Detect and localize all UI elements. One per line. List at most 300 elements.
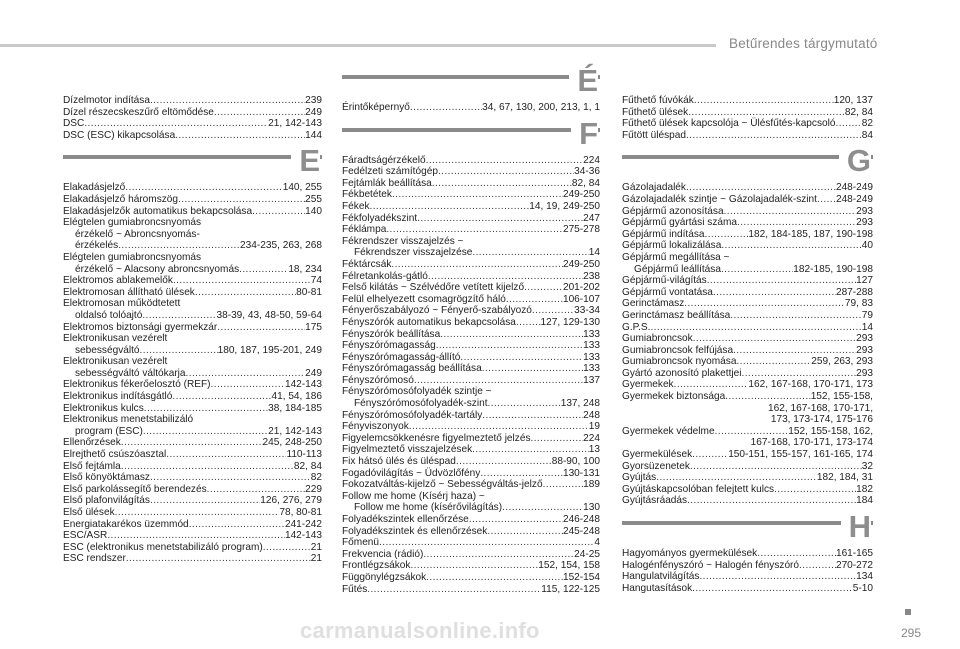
index-entry <box>342 213 600 225</box>
section-header-h <box>622 507 873 548</box>
page-reference: 5-10 <box>852 582 873 594</box>
page-reference: 14 <box>588 247 600 259</box>
index-entry <box>622 426 873 438</box>
page-reference: 245, 248-250 <box>262 437 322 449</box>
dot-leader <box>140 345 218 357</box>
index-term: Energiatakarékos üzemmód <box>63 518 189 530</box>
index-entry <box>342 317 600 329</box>
index-term: Elakadásjelzők automatikus bekapcsolása <box>63 205 253 217</box>
page-reference: 82, 84 <box>571 177 600 189</box>
index-entry <box>342 549 600 561</box>
index-term: Fényszórómosófolyadék-szint <box>354 398 488 410</box>
index-term: Gépjármű vontatása <box>622 286 713 298</box>
index-term: Fáradtságérzékelő <box>342 154 426 166</box>
index-term: Elakadásjelző <box>63 182 126 194</box>
dot-leader <box>694 95 834 107</box>
dot-leader <box>166 449 286 461</box>
index-entry-line: Elektromosan működtetett <box>63 298 181 310</box>
index-term: Elektronikus fékerőelosztó (REF) <box>63 379 211 391</box>
index-entry <box>622 287 873 299</box>
index-entry-line: 167-168, 170-171, 173-174 <box>750 437 873 449</box>
dot-leader <box>432 178 572 190</box>
page-reference: 152-154 <box>562 571 600 583</box>
index-term: Gyermekülések <box>622 449 693 461</box>
index-term: Fűthető ülések kapcsolója ~ Ülésfűtés-kapcsoló <box>622 118 836 130</box>
index-entry <box>63 379 322 391</box>
page-reference: 239 <box>305 95 322 106</box>
index-entry <box>63 107 322 119</box>
index-entry <box>63 426 322 438</box>
index-term: Dízel részecskeszűrő eltömődése <box>63 106 214 118</box>
entries-e <box>63 182 322 565</box>
page-reference: 79, 83 <box>844 298 873 310</box>
index-term: érzékelő ~ Alacsony abroncsnyomás <box>75 263 240 275</box>
dot-leader <box>836 118 862 130</box>
dot-leader <box>211 379 285 391</box>
page-reference: 249-250 <box>562 258 600 270</box>
page-reference: 241-242 <box>284 518 322 530</box>
dot-leader <box>693 333 856 345</box>
dot-leader <box>217 322 305 334</box>
page-reference: 134 <box>856 571 873 583</box>
dot-leader <box>428 271 583 283</box>
page-reference: 152, 155-158, 162, <box>788 425 873 437</box>
index-term: ESC/ASR <box>63 530 108 542</box>
index-entry <box>342 178 600 190</box>
index-entry <box>622 560 873 572</box>
section-header-f <box>342 114 600 155</box>
index-entry <box>622 107 873 119</box>
index-term: Frontlégzsákok <box>342 560 411 572</box>
index-entry <box>622 229 873 241</box>
index-entry <box>622 484 873 496</box>
page-reference: 182, 184, 31 <box>816 472 873 484</box>
index-term: Elektronikus indításgátló <box>63 391 173 403</box>
dot-leader <box>410 102 482 114</box>
index-entry <box>342 363 600 375</box>
dot-leader <box>480 468 563 480</box>
page-reference: 21, 142-143 <box>268 425 322 437</box>
page-reference: 249 <box>305 106 322 118</box>
index-term: Elektromos ablakemelők <box>63 275 173 287</box>
page-reference: 82, 84 <box>293 460 322 472</box>
index-entry <box>342 224 600 236</box>
index-term: Fényszórók beállítása <box>342 328 441 340</box>
page-reference: 152, 155-158, <box>810 391 873 403</box>
index-term: Gépjármű leállítása <box>634 263 721 275</box>
index-term: Első fejtámla <box>63 460 121 472</box>
index-entry <box>622 130 873 142</box>
index-term: Fékfolyadékszint <box>342 212 418 224</box>
dot-leader <box>688 107 845 119</box>
index-entry <box>622 275 873 287</box>
page-reference: 4 <box>594 537 600 549</box>
index-term: Folyadékszintek ellenőrzése <box>342 514 469 525</box>
index-term: Gumiabroncsok felfújása <box>622 344 734 356</box>
dot-leader <box>392 189 563 201</box>
entries-f <box>342 155 600 596</box>
dot-leader <box>656 472 817 484</box>
index-entry <box>622 240 873 252</box>
index-entry-line: Elektronikusan vezérelt <box>63 333 168 345</box>
page-reference: 150-151, 155-157, 161-165, 174 <box>728 449 873 461</box>
dot-leader <box>690 461 862 473</box>
index-entry <box>342 189 600 201</box>
dot-leader <box>370 201 530 213</box>
index-term: Gerinctámasz <box>622 298 685 310</box>
dot-leader <box>799 560 836 572</box>
dot-leader <box>472 444 589 456</box>
dot-leader <box>150 95 305 107</box>
index-entry <box>342 444 600 456</box>
dot-leader <box>506 294 563 306</box>
dot-leader <box>757 548 836 560</box>
index-entry <box>622 379 873 391</box>
page-reference: 33-34 <box>574 305 600 317</box>
index-entry <box>622 548 873 560</box>
dot-leader <box>379 537 594 549</box>
page-reference: 248-249 <box>835 193 873 205</box>
index-entry <box>63 240 322 252</box>
dot-leader <box>367 584 541 596</box>
index-term: Féktárcsák <box>342 258 392 270</box>
index-term: Ellenőrzések <box>63 437 121 449</box>
page-reference: 80-81 <box>296 286 322 298</box>
index-entry <box>622 368 873 380</box>
page-reference: 40 <box>861 240 873 252</box>
page-reference: 127, 129-130 <box>540 316 600 328</box>
index-entry <box>342 572 600 584</box>
dot-leader <box>704 229 748 241</box>
index-entry <box>622 95 873 107</box>
dot-leader <box>252 206 305 218</box>
index-entry-line: Fékrendszer visszajelzés ~ <box>342 235 464 247</box>
dot-leader <box>774 484 856 496</box>
index-entry-line: Gépjármű megállítása ~ <box>622 251 730 263</box>
dot-leader <box>543 479 584 491</box>
dot-leader <box>531 433 584 445</box>
page-reference: 247 <box>583 212 600 224</box>
index-term: Gerinctámasz beállítása <box>622 309 731 321</box>
page-reference: 82, 84 <box>844 106 873 118</box>
dot-leader <box>126 553 311 565</box>
index-entry <box>63 194 322 206</box>
index-entry <box>63 437 322 449</box>
dot-leader <box>487 526 563 538</box>
index-entry <box>63 130 322 142</box>
page-reference: 255 <box>305 193 322 205</box>
index-entry <box>622 206 873 218</box>
dot-leader <box>725 391 810 403</box>
dot-leader <box>121 437 263 449</box>
index-term: Fényviszonyok <box>342 421 409 433</box>
index-entry <box>622 449 873 461</box>
index-entry <box>342 433 600 445</box>
page-reference: 130 <box>583 502 600 514</box>
page-reference: 79 <box>861 309 873 321</box>
index-term: Fűtött üléspad <box>622 129 686 141</box>
page-reference: 137 <box>583 374 600 386</box>
dot-leader <box>713 287 836 299</box>
index-term: Féklámpa <box>342 224 387 236</box>
index-term: Gépjármű indítása <box>622 228 705 240</box>
index-entry <box>342 282 600 294</box>
page-number: 295 <box>901 626 922 640</box>
page-reference: 293 <box>856 217 873 229</box>
entries-e-acute <box>342 102 600 114</box>
dot-leader <box>239 264 288 276</box>
page-reference: 38-39, 43, 48-50, 59-64 <box>216 309 322 321</box>
dot-leader <box>189 519 285 531</box>
index-entry-line: Fényszórómosófolyadék szintje ~ <box>342 386 492 398</box>
index-term: Félretankolás-gátló <box>342 270 428 282</box>
dot-leader <box>173 275 311 287</box>
page-reference: 38, 184-185 <box>268 402 322 414</box>
index-entry <box>342 271 600 283</box>
index-entry <box>63 391 322 403</box>
page-reference: 120, 137 <box>833 95 873 106</box>
page-reference: 182 <box>856 483 873 495</box>
index-term: Fix hátsó ülés és üléspad <box>342 456 456 468</box>
index-entry <box>63 264 322 276</box>
index-entry <box>342 560 600 572</box>
index-term: Fokozatváltás-kijelző ~ Sebességváltás-jelző <box>342 479 543 491</box>
index-entry-line: Elektronikusan vezérelt <box>63 356 168 368</box>
index-entry-line: 162, 167-168, 170-171, <box>768 402 873 414</box>
dot-leader <box>107 530 285 542</box>
page-reference: 140, 255 <box>282 182 322 194</box>
index-entry <box>342 421 600 433</box>
dot-leader <box>456 456 552 468</box>
page-reference: 137, 248 <box>560 398 600 410</box>
index-entry <box>342 514 600 526</box>
header-rule <box>0 44 716 47</box>
page-reference: 133 <box>583 328 600 340</box>
index-term: Fedélzeti számítógép <box>342 166 438 178</box>
index-term: Fényerőszabályozó ~ Fényerő-szabályozó <box>342 305 532 317</box>
dot-leader <box>502 502 583 514</box>
dot-leader <box>532 305 574 317</box>
index-entry <box>342 398 600 410</box>
page-reference: 88-90, 100 <box>551 456 600 468</box>
page-reference: 162, 167-168, 170-171, 173 <box>748 379 873 391</box>
index-entry <box>622 310 873 322</box>
page-reference: 21, 142-143 <box>268 118 322 130</box>
dot-leader <box>84 118 268 130</box>
index-term: Figyelmeztető visszajelzések <box>342 444 473 456</box>
index-term: Gázolajadalék szintje ~ Gázolajadalék-szint <box>622 193 817 205</box>
index-entry <box>63 322 322 334</box>
index-entry <box>342 468 600 480</box>
index-entry <box>622 194 873 206</box>
index-entry <box>342 155 600 167</box>
page-reference: 126, 276, 279 <box>260 495 322 507</box>
dot-leader <box>143 426 268 438</box>
dot-leader <box>186 368 306 380</box>
index-entry <box>63 472 322 484</box>
index-term: Gyújtás <box>622 472 657 484</box>
index-entry <box>342 410 600 422</box>
index-entry <box>342 340 600 352</box>
index-term: Fényszórók automatikus bekapcsolása <box>342 316 516 328</box>
section-title: Betűrendes tárgymutató <box>729 36 878 51</box>
index-term: érzékelés <box>75 240 119 252</box>
index-entry <box>622 217 873 229</box>
page-reference: 234-235, 263, 268 <box>240 240 322 252</box>
index-entry <box>342 247 600 259</box>
page-reference: 245-248 <box>562 525 600 537</box>
dot-leader <box>150 472 311 484</box>
section-letter: G <box>839 145 871 177</box>
page-reference: 74 <box>310 275 322 287</box>
index-entry-line: 173, 173-174, 175-176 <box>770 414 873 426</box>
dot-leader <box>469 514 563 526</box>
index-term: Függönylégzsákok <box>342 571 427 583</box>
dot-leader <box>742 368 857 380</box>
dot-leader <box>699 571 856 583</box>
index-entry <box>342 479 600 491</box>
index-term: Felső kilátás ~ Szélvédőre vetített kijelző <box>342 282 525 294</box>
index-entry <box>622 461 873 473</box>
page-reference: 293 <box>856 205 873 217</box>
index-term: Fékbetétek <box>342 189 392 201</box>
page-marker-square <box>905 609 911 615</box>
page-reference: 14, 19, 249-250 <box>529 200 600 212</box>
page-reference: 19 <box>588 421 600 433</box>
index-term: Hangutasítások <box>622 582 693 594</box>
page-reference: 184 <box>856 495 873 507</box>
index-entry <box>63 530 322 542</box>
index-term: Első parkolássegítő berendezés <box>63 483 207 495</box>
dot-leader <box>472 247 588 259</box>
page-reference: 78, 80-81 <box>279 507 322 518</box>
index-term: Hangulatvilágítás <box>622 571 700 583</box>
page-reference: 24-25 <box>574 548 600 560</box>
index-term: Gyártó azonosító plakettjei <box>622 367 742 379</box>
dot-leader <box>386 224 563 236</box>
page-reference: 133 <box>583 340 600 352</box>
index-entry <box>342 375 600 387</box>
index-entry <box>622 333 873 345</box>
index-entry-line: Elégtelen gumiabroncsnyomás <box>63 251 202 263</box>
index-term: Gyújtásráadás <box>622 495 688 507</box>
page-reference: 142-143 <box>284 379 322 391</box>
page-reference: 140 <box>305 205 322 217</box>
dot-leader <box>150 495 260 507</box>
entries-g <box>622 182 873 507</box>
index-term: Follow me home (kísérővilágítás) <box>354 502 503 514</box>
section-header-g <box>622 141 873 182</box>
page-reference: 180, 187, 195-201, 249 <box>217 344 322 356</box>
page-reference: 32 <box>861 460 873 472</box>
page-reference: 248-249 <box>835 182 873 194</box>
index-entry-line: Elégtelen gumiabroncsnyomás <box>63 217 202 229</box>
page-reference: 293 <box>856 344 873 356</box>
index-term: sebességváltó <box>75 344 140 356</box>
dot-leader <box>721 240 861 252</box>
index-entry <box>342 537 600 549</box>
index-entry <box>342 456 600 468</box>
index-entry <box>622 571 873 583</box>
index-entry <box>342 166 600 178</box>
dot-leader <box>460 352 583 364</box>
dot-leader <box>214 107 305 119</box>
page-reference: 133 <box>583 363 600 375</box>
index-entry <box>342 305 600 317</box>
index-term: Gumiabroncsok <box>622 333 693 345</box>
index-entry <box>622 345 873 357</box>
section-header-e-acute <box>342 61 600 102</box>
index-term: Gyermekek biztonsága <box>622 391 726 403</box>
dot-leader <box>414 375 583 387</box>
index-entry <box>342 502 600 514</box>
index-term: Fűtés <box>342 583 368 595</box>
index-term: Érintőképernyő <box>342 102 410 113</box>
index-entry <box>622 322 873 334</box>
index-term: Frekvencia (rádió) <box>342 548 424 560</box>
index-term: Fékrendszer visszajelzése <box>354 247 473 259</box>
dot-leader <box>524 282 563 294</box>
index-entry <box>622 264 873 276</box>
index-entry <box>63 368 322 380</box>
page-reference: 259, 263, 293 <box>811 356 873 368</box>
index-term: Fejtámlák beállítása <box>342 177 432 189</box>
index-entry <box>342 259 600 271</box>
index-term: Fényszórómagasság-állító <box>342 351 461 363</box>
index-term: Elektromos biztonsági gyermekzár <box>63 321 218 333</box>
dot-leader <box>707 275 856 287</box>
index-term: Fényszórómosófolyadék-tartály <box>342 409 483 421</box>
index-term: Főmenü <box>342 537 380 549</box>
dot-leader <box>516 317 541 329</box>
index-term: Fényszórómagasság <box>342 340 436 352</box>
index-term: program (ESC) <box>75 425 143 437</box>
index-entry <box>342 584 600 596</box>
page-reference: 249-250 <box>562 189 600 201</box>
index-column-3 <box>622 95 873 594</box>
dot-leader <box>115 507 280 519</box>
dot-leader <box>426 155 584 167</box>
index-entry <box>622 583 873 595</box>
page-reference: 14 <box>861 321 873 333</box>
page-reference: 229 <box>305 483 322 495</box>
dot-leader <box>144 403 268 415</box>
page-reference: 201-202 <box>562 282 600 294</box>
dot-leader <box>142 310 216 322</box>
dot-leader <box>715 426 789 438</box>
index-entry <box>622 298 873 310</box>
index-term: oldalsó tolóajtó <box>75 309 143 321</box>
dot-leader <box>178 194 305 206</box>
page-reference: 238 <box>583 270 600 282</box>
dot-leader <box>172 391 271 403</box>
index-term: Fényszórómosó <box>342 374 414 386</box>
section-letter: F <box>571 118 598 150</box>
page-reference: 144 <box>305 129 322 141</box>
index-entry <box>63 484 322 496</box>
index-term: Elakadásjelző háromszög <box>63 193 179 205</box>
dot-leader <box>391 259 563 271</box>
index-term: Gyorsüzenetek <box>622 460 690 472</box>
page-reference: 82 <box>310 472 322 484</box>
dot-leader <box>438 166 574 178</box>
index-term: Dízelmotor indítása <box>63 95 150 106</box>
index-entry-line: Elektronikus menetstabilizáló <box>63 414 194 426</box>
page-reference: 21 <box>310 553 322 565</box>
index-term: Fűthető ülések <box>622 106 689 118</box>
index-term: DSC (ESC) kikapcsolása <box>63 129 176 141</box>
dot-leader <box>482 363 583 375</box>
